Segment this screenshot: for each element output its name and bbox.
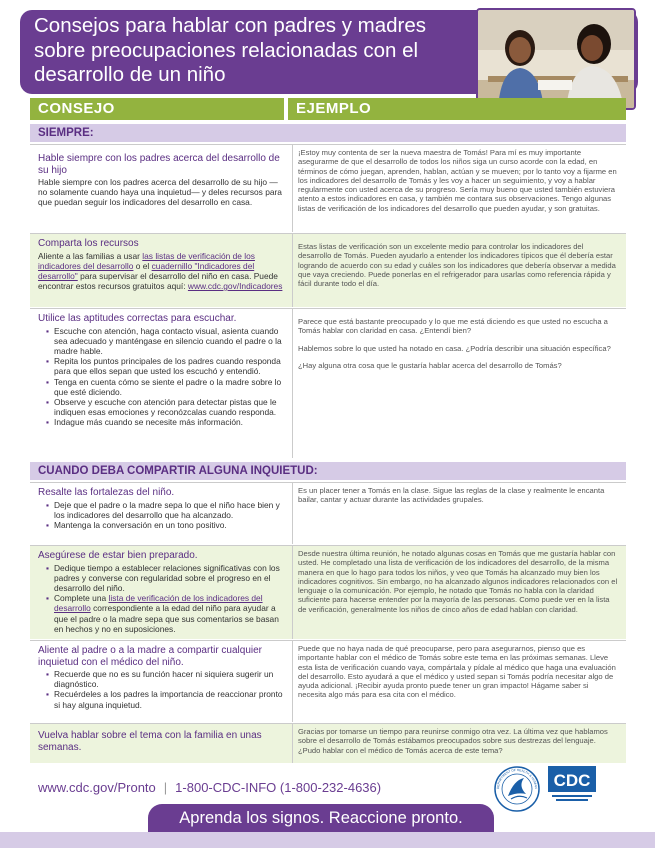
tip-body: Aliente a las familias a usar las listas de verificación de los indicadores del desarrollo o el cuadernillo "Indicadores del desarrollo" para supervisar el desarrollo del niño en casa. Puede encontrar estos recursos gratuitos aquí: www.cdc.gov/Indicadores xyxy=(38,250,283,292)
column-header-example: EJEMPLO xyxy=(288,98,626,120)
table-row xyxy=(30,308,626,458)
tip-body: Hable siempre con los padres acerca del desarrollo de su hijo —no solamente cuando haya una inquietud— y deles recursos para que puedan seguir los indicadores del desarrollo en casa. xyxy=(38,177,282,208)
tip-title: Vuelva hablar sobre el tema con la familia en unas semanas. xyxy=(38,730,262,753)
bottom-band xyxy=(0,832,655,848)
slogan-banner: Aprenda los signos. Reaccione pronto. xyxy=(148,804,494,832)
bullet-item: ▪ Mantenga la conversación en un tono positivo. xyxy=(46,520,286,530)
table-row xyxy=(30,233,626,307)
bullet-item: ▪ Tenga en cuenta cómo se siente el padre o la madre sobre lo que esté diciendo. xyxy=(46,377,286,397)
page-title: Consejos para hablar con padres y madres sobre preocupaciones relacionadas con el desarrollo de un niño xyxy=(34,14,426,86)
example-text xyxy=(298,644,618,700)
teacher-parent-photo xyxy=(478,10,636,110)
tip-bullets xyxy=(38,326,286,428)
booklet-link[interactable]: cuadernillo "Indicadores del desarrollo" xyxy=(38,260,255,281)
example-paragraph: Desde nuestra última reunión, he notado algunas cosas en Tomás que me gustaría hablar con usted. He completado una lista de verificación de los indicadores del desarrollo, de la misma manera en que lo hago para todos los niños, y veo que Tomás ha alcanzado muy bien los indicadores cognitivos. Sin embargo, no ha alcanzado algunos indicadores relacionados con el lenguaje o la comunicación. Por ejemplo, he notado que Tomás no habla con la claridad suficiente para hacerse entender por la mayoría de las personas. Como puede ver en la lista de verificación, generalmente los niños de cinco años de edad hablan con claridad. xyxy=(298,549,618,614)
example-text xyxy=(298,148,618,213)
example-text xyxy=(298,549,618,614)
pronto-url-link[interactable]: www.cdc.gov/Pronto xyxy=(38,780,156,795)
table-row xyxy=(30,723,626,763)
example-paragraph: ¿Hay alguna otra cosa que le gustaría hablar acerca del desarrollo de Tomás? xyxy=(298,360,562,370)
indicadores-url-link[interactable]: www.cdc.gov/Indicadores xyxy=(187,281,283,292)
table-row xyxy=(30,545,626,639)
bullet-item: ▪ Complete una lista de verificación de los indicadores del desarrollo correspondiente a la edad del niño para ayudar a que el padre o la madre sepa que sus comentarios se basan en hechos y no en suposiciones. xyxy=(46,593,286,634)
tip-title: Utilice las aptitudes correctas para escuchar. xyxy=(38,313,237,324)
header-photo xyxy=(476,8,636,110)
tip-bullets xyxy=(38,500,286,531)
table-row xyxy=(30,482,626,544)
example-text xyxy=(298,486,618,505)
tip-title: Resalte las fortalezas del niño. xyxy=(38,487,175,498)
cdc-logo-text: CDC xyxy=(553,771,591,790)
tip-bullets xyxy=(38,563,286,634)
table-row xyxy=(30,640,626,722)
bullet-item: ▪ Repita los puntos principales de los padres cuando responda para que ellos sepan que usted los escuchó y entendió. xyxy=(46,356,286,376)
checklist-link[interactable]: lista de verificación de los indicadores del desarrollo xyxy=(54,593,263,614)
bullet-item: ▪ Recuerde que no es su función hacer ni siquiera sugerir un diagnóstico. xyxy=(46,669,286,689)
example-paragraph: Estas listas de verificación son un excelente medio para controlar los indicadores del desarrollo de Tomás. Pueden ayudarlo a entender los indicadores típicos que él debería estar logrando de acuerdo con su edad y cuáles son los indicadores que debería observar a medida que vaya creciendo. Puede ponerlas en el refrigerador para usarlas como referencia rápida y fácil durante todo el día. xyxy=(298,242,616,289)
example-text xyxy=(298,317,618,370)
example-text xyxy=(298,727,618,755)
example-text xyxy=(298,242,618,288)
bullet-item: ▪ Recuérdeles a los padres la importancia de reaccionar pronto si hay alguna inquietud. xyxy=(46,689,286,709)
table-row xyxy=(30,144,626,232)
bullet-item: ▪ Observe y escuche con atención para detectar pistas que le indiquen esas emociones y reconózcalas cuando responda. xyxy=(46,397,286,417)
example-paragraph: Puede que no haya nada de qué preocuparse, pero para asegurarnos, pienso que es importante hablar con el médico de Tomás sobre este tema en las próximas semanas. Lleve esta lista de verificación cuando vaya, compártala y pídale al médico que haga una evaluación del desarrollo. Esto ayudará a que el médico y usted sepan si Tomás podría necesitar algo de ayuda adicional. ¡Recibir ayuda pronto puede tener un gran impacto! Hágame saber si necesita algo más para esa cita con el médico. xyxy=(298,644,616,700)
tip-title: Asegúrese de estar bien preparado. xyxy=(38,550,198,561)
tip-title: Hable siempre con los padres acerca del desarrollo de su hijo xyxy=(38,153,280,176)
tip-title: Comparta los recursos xyxy=(38,238,139,249)
example-paragraph: Es un placer tener a Tomás en la clase. Sigue las reglas de la clase y realmente le encanta bailar, cantar y actuar durante las actividades grupales. xyxy=(298,486,605,505)
section-heading-concern: CUANDO DEBA COMPARTIR ALGUNA INQUIETUD: xyxy=(30,462,626,480)
cdc-logo xyxy=(548,766,596,804)
section-heading-always: SIEMPRE: xyxy=(30,124,626,142)
tip-bullets xyxy=(38,669,286,710)
example-paragraph: Parece que está bastante preocupado y lo que me está diciendo es que usted no escucha a Tomás hablar con claridad en casa. ¿Entendí bien? xyxy=(298,317,608,336)
phone-number: 1-800-CDC-INFO (1-800-232-4636) xyxy=(175,780,382,795)
footer-contact: www.cdc.gov/Pronto | 1-800-CDC-INFO (1-800-232-4636) xyxy=(38,780,382,795)
bullet-item: ▪ Indague más cuando se necesite más información. xyxy=(46,417,286,427)
example-paragraph: ¡Estoy muy contenta de ser la nueva maestra de Tomás! Para mí es muy importante asegurarme de que el desarrollo de todos los niños siga un curso acorde con la edad, en términos de cómo juegan, aprenden, hablan, actúan y se mueven; por lo tanto voy a fijarme en los indicadores del desarrollo de Tomás y les voy a hacer un seguimiento, y voy a hablar regularmente con usted acerca de su progreso. Sería muy bueno que usted también estuviera atento a estos indicadores en casa, y también me contara sus observaciones. Tengo algunas listas de verificación de los indicadores del desarrollo que pueden ayudar, y son gratuitas. xyxy=(298,148,617,213)
hhs-seal-icon xyxy=(494,766,540,812)
example-paragraph: Hablemos sobre lo que usted ha notado en casa. ¿Podría describir una situación específica? xyxy=(298,343,611,353)
tip-title: Aliente al padre o a la madre a compartir cualquier inquietud con el médico del niño. xyxy=(38,645,263,668)
column-header-tip: CONSEJO xyxy=(30,98,284,120)
bullet-item: ▪ Escuche con atención, haga contacto visual, asienta cuando sea adecuado y manténgase en silencio cuando el padre o la madre hable. xyxy=(46,326,286,357)
checklists-link[interactable]: las listas de verificación de los indicadores del desarrollo xyxy=(38,250,255,271)
bullet-item: ▪ Dedique tiempo a establecer relaciones significativas con los padres y converse con regularidad sobre el progreso en el desarrollo del niño. xyxy=(46,563,286,594)
bullet-item: ▪ Deje que el padre o la madre sepa lo que el niño hace bien y los indicadores del desarrollo que ha alcanzado. xyxy=(46,500,286,520)
example-paragraph: Gracias por tomarse un tiempo para reunirse conmigo otra vez. La última vez que hablamos sobre el desarrollo de Tomás estábamos preocupados sobre sus destrezas del lenguaje. ¿Pudo hablar con el médico de Tomás acerca de este tema? xyxy=(298,727,608,755)
hhs-seal-text: DEPARTMENT OF HEALTH & HUMAN xyxy=(495,767,539,790)
